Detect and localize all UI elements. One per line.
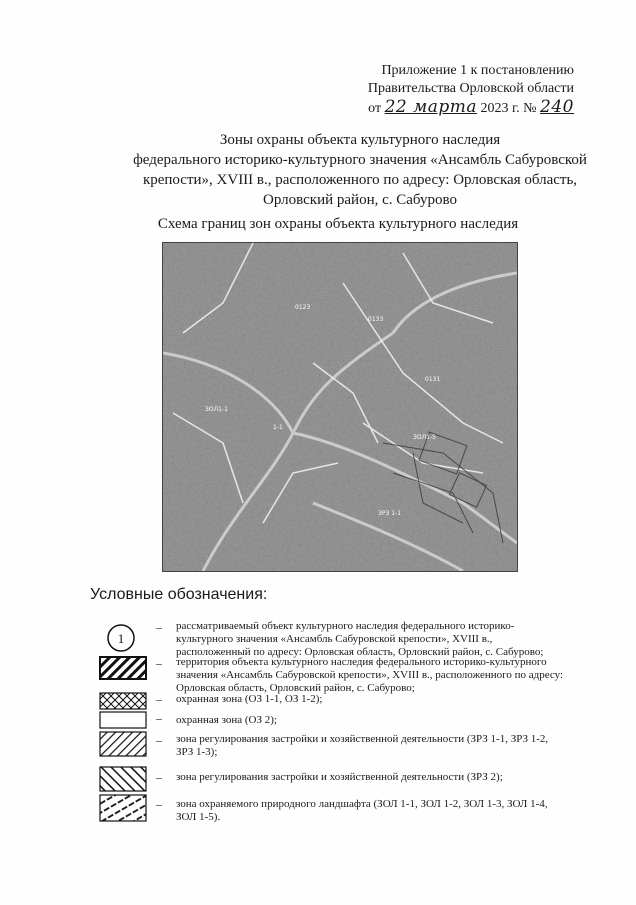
map-image [163, 243, 517, 571]
legend-dash: – [156, 711, 162, 725]
back-hatch-icon [99, 766, 147, 792]
appendix-line-1: Приложение 1 к постановлению [381, 63, 574, 78]
legend-text [176, 656, 566, 695]
legend-line: культурного значения «Ансамбль Сабуровской крепости», XVIII в., [176, 633, 493, 645]
svg-text:1: 1 [117, 631, 125, 646]
legend-dash: – [156, 733, 162, 747]
scheme-map [162, 242, 518, 572]
legend-title: Условные обозначения: [90, 586, 268, 603]
dashed-hatch-icon [99, 794, 147, 822]
map-label: ЗОЛ1-1 [205, 406, 228, 413]
handwritten-number: 240 [540, 97, 574, 117]
legend-dash: – [156, 797, 162, 811]
map-label: 0131 [425, 376, 441, 383]
legend-line: рассматриваемый объект культурного наследия федерального историко- [176, 620, 515, 632]
legend-line: охранная зона (ОЗ 2); [176, 714, 277, 726]
map-label: ЗРЗ 1-1 [378, 510, 402, 517]
legend-line: значения «Ансамбль Сабуровской крепости», XVIII в., расположенного по адресу: [176, 669, 564, 681]
legend-line: зона регулирования застройки и хозяйственной деятельности (ЗРЗ 2); [176, 771, 503, 783]
bold-hatch-icon [99, 656, 147, 680]
legend-dash: – [156, 692, 162, 706]
crosshatch-icon [99, 692, 147, 710]
legend-item-regulation-zone-1 [94, 731, 574, 761]
appendix-line-2: Правительства Орловской области [367, 81, 574, 96]
title-line-2: федерального историко-культурного значения «Ансамбль Сабуровской [133, 152, 587, 168]
legend-line: ЗОЛ 1-5). [176, 811, 221, 823]
legend-line: ЗРЗ 1-3); [176, 746, 218, 758]
legend-text [176, 693, 566, 706]
legend-dash: – [156, 620, 162, 634]
legend-text [176, 620, 566, 659]
document-title [60, 130, 636, 210]
appendix-date-line [368, 98, 574, 118]
thin-hatch-icon [99, 731, 147, 757]
title-line-4: Орловский район, с. Сабурово [263, 192, 457, 208]
legend-text [176, 714, 566, 727]
legend-item-landscape-zone [94, 794, 574, 824]
scheme-title: Схема границ зон охраны объекта культурного наследия [157, 216, 519, 232]
date-prefix: от [368, 101, 382, 116]
handwritten-date: 22 марта [384, 97, 478, 117]
legend-item-protection-zone-1 [94, 692, 574, 710]
map-label: ЗОЛ1-5 [413, 434, 436, 441]
map-label: 1-1 [273, 424, 283, 431]
legend-text [176, 798, 566, 824]
title-line-3: крепости», XVIII в., расположенного по адресу: Орловская область, [142, 172, 578, 188]
legend-line: Орловская область, Орловский район, с. Сабурово; [176, 682, 415, 694]
legend-line: территория объекта культурного наследия федерального историко-культурного [176, 656, 547, 668]
legend-item-regulation-zone-2 [94, 766, 574, 792]
numbered-circle-icon [99, 622, 147, 654]
appendix-header [368, 62, 574, 118]
legend-line: зона регулирования застройки и хозяйственной деятельности (ЗРЗ 1-1, ЗРЗ 1-2, [176, 733, 549, 745]
legend-line: охранная зона (ОЗ 1-1, ОЗ 1-2); [176, 693, 323, 705]
legend-dash: – [156, 770, 162, 784]
year-text: 2023 г. № [480, 101, 537, 116]
legend-line: расположенный по адресу: Орловская область, Орловский район, с. Сабурово; [176, 646, 544, 658]
legend-item-object [94, 620, 574, 660]
map-label: 0133 [368, 316, 384, 323]
legend-text [176, 733, 566, 759]
legend-dash: – [156, 656, 162, 670]
legend-item-protection-zone-2 [94, 711, 574, 729]
map-label: 0123 [295, 304, 311, 311]
empty-box-icon [99, 711, 147, 729]
legend-line: зона охраняемого природного ландшафта (ЗОЛ 1-1, ЗОЛ 1-2, ЗОЛ 1-3, ЗОЛ 1-4, [176, 798, 548, 810]
title-line-1: Зоны охраны объекта культурного наследия [219, 132, 501, 148]
legend-item-territory [94, 656, 574, 696]
legend-text [176, 771, 566, 784]
